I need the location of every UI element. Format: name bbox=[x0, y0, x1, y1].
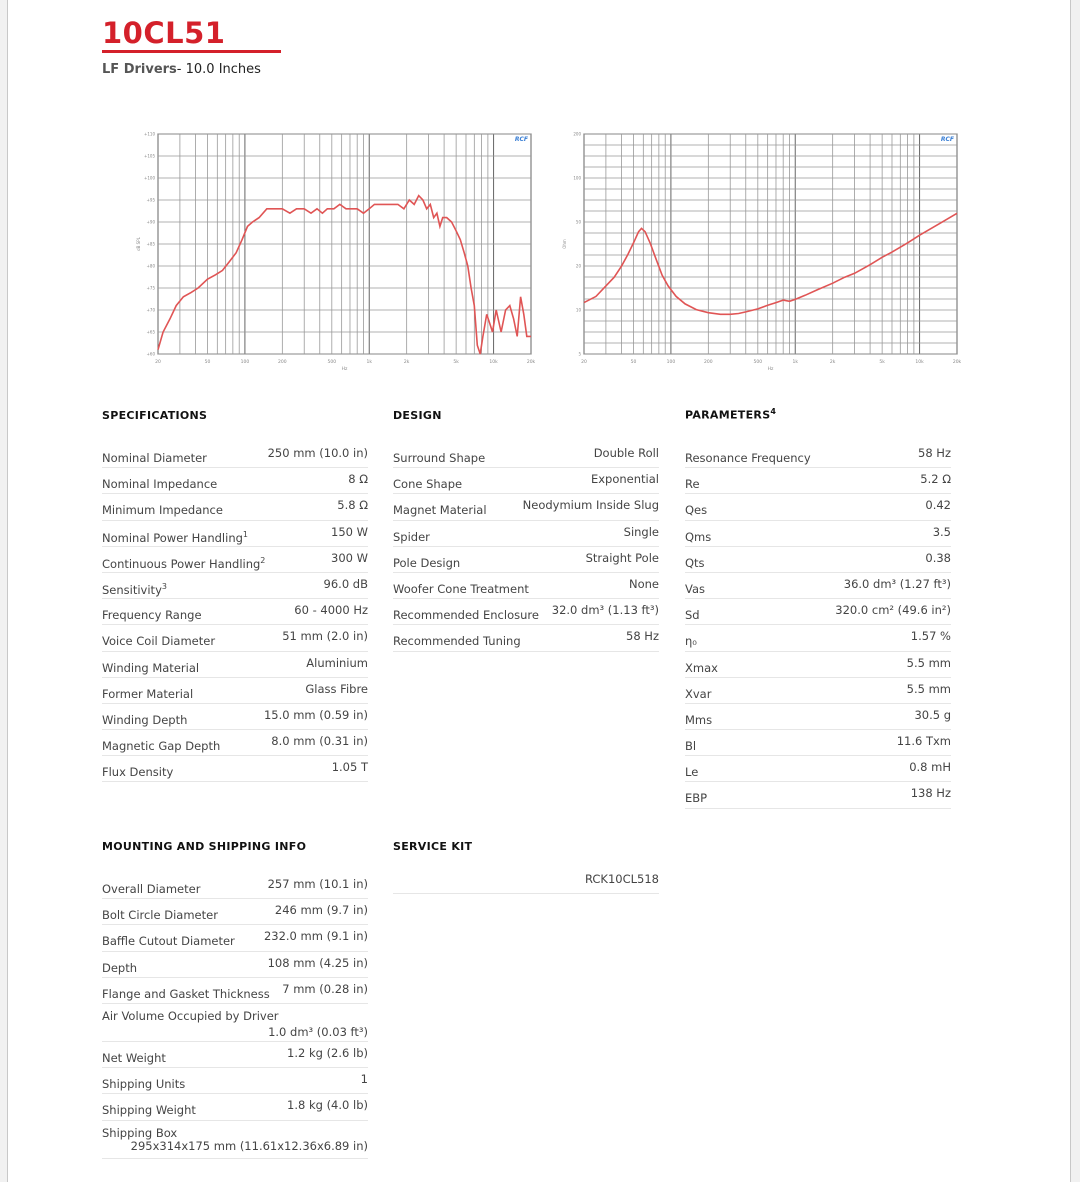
table-row bbox=[102, 521, 368, 547]
row-label-text: Cone Shape bbox=[393, 477, 463, 492]
y-tick-label: +70 bbox=[146, 307, 155, 313]
row-label bbox=[685, 634, 697, 648]
row-value: 58 Hz bbox=[918, 446, 951, 460]
row-value: 5.2 Ω bbox=[920, 472, 951, 487]
row-value: 8 Ω bbox=[348, 472, 368, 487]
row-label-text: Bl bbox=[685, 739, 697, 754]
table-row bbox=[102, 1068, 368, 1094]
row-value: 232.0 mm (9.1 in) bbox=[263, 929, 368, 944]
table-row bbox=[393, 573, 659, 599]
row-value: 246 mm (9.7 in) bbox=[274, 903, 368, 918]
row-value: 32.0 dm³ (1.13 ft³) bbox=[551, 603, 659, 618]
table-row bbox=[102, 442, 368, 468]
row-value: 11.6 Txm bbox=[896, 734, 951, 749]
row-label-text: Qes bbox=[685, 503, 708, 518]
row-label-text: Minimum Impedance bbox=[102, 503, 223, 518]
row-value: 36.0 dm³ (1.27 ft³) bbox=[843, 576, 951, 591]
table-row bbox=[685, 625, 951, 651]
y-tick-label: +100 bbox=[144, 175, 155, 181]
table-row bbox=[102, 652, 368, 678]
x-tick-label: 100 bbox=[666, 360, 676, 365]
row-label bbox=[685, 608, 700, 622]
row-value: Glass Fibre bbox=[305, 681, 368, 696]
y-tick-label: +90 bbox=[146, 219, 155, 225]
table-row bbox=[102, 704, 368, 730]
row-label-text: Xvar bbox=[685, 686, 712, 701]
x-tick-label: 50 bbox=[204, 360, 211, 365]
row-label-text: Depth bbox=[102, 960, 138, 975]
row-label bbox=[685, 739, 696, 753]
x-tick-label: 2k bbox=[403, 360, 410, 365]
parameters-title bbox=[685, 407, 776, 422]
row-label-text: Resonance Frequency bbox=[685, 451, 811, 465]
table-row bbox=[685, 704, 951, 730]
x-tick-label: 20k bbox=[952, 360, 962, 365]
y-tick-label: 10 bbox=[575, 307, 581, 313]
row-label-text: η₀ bbox=[685, 634, 697, 649]
table-row bbox=[685, 468, 951, 494]
parameters-title-sup: 4 bbox=[770, 407, 777, 416]
frequency-response-graph bbox=[130, 128, 535, 370]
table-row bbox=[102, 599, 368, 625]
y-tick-label: +80 bbox=[146, 263, 155, 269]
x-tick-label: 100 bbox=[240, 360, 250, 365]
row-value: 1.0 dm³ (0.03 ft³) bbox=[268, 1024, 368, 1039]
impedance-svg bbox=[556, 128, 962, 372]
row-value: 8.0 mm (0.31 in) bbox=[271, 734, 368, 749]
table-row bbox=[685, 521, 951, 547]
row-label bbox=[102, 934, 235, 948]
row-value: 1.05 T bbox=[331, 760, 368, 775]
row-label-text: Voice Coil Diameter bbox=[102, 634, 216, 649]
row-label bbox=[102, 451, 207, 465]
parameters-table bbox=[685, 442, 951, 809]
row-label-text: Vas bbox=[685, 581, 706, 596]
row-label-text: Recommended Tuning bbox=[393, 634, 521, 649]
table-row bbox=[685, 442, 951, 468]
row-value: 3.5 bbox=[932, 524, 951, 539]
row-label-text: Mms bbox=[685, 712, 713, 727]
row-value: 257 mm (10.1 in) bbox=[267, 877, 368, 891]
mounting-table bbox=[102, 873, 368, 1159]
row-label bbox=[102, 661, 199, 675]
row-label bbox=[102, 1126, 177, 1140]
row-label bbox=[685, 503, 707, 517]
row-label bbox=[685, 477, 700, 491]
x-tick-label: 1k bbox=[792, 360, 798, 365]
footnote-marker: 3 bbox=[161, 581, 167, 591]
datasheet-page bbox=[7, 0, 1071, 1182]
row-value: 320.0 cm² (49.6 in²) bbox=[835, 603, 951, 618]
mounting-title: MOUNTING AND SHIPPING INFO bbox=[102, 840, 307, 853]
row-label-text: Shipping Units bbox=[102, 1077, 186, 1092]
row-label bbox=[393, 530, 430, 544]
y-tick-label: +95 bbox=[146, 197, 155, 203]
x-tick-label: 5k bbox=[879, 360, 885, 365]
parameters-title-text: PARAMETERS bbox=[685, 408, 771, 422]
row-value: Single bbox=[623, 524, 659, 539]
design-title: DESIGN bbox=[393, 409, 442, 422]
row-value: 250 mm (10.0 in) bbox=[267, 446, 368, 460]
row-value: 1.8 kg (4.0 lb) bbox=[287, 1098, 368, 1113]
specifications-table bbox=[102, 442, 368, 782]
row-label bbox=[393, 608, 539, 622]
row-value: Straight Pole bbox=[585, 550, 659, 565]
table-row bbox=[685, 573, 951, 599]
row-label-text: Surround Shape bbox=[393, 451, 486, 465]
x-tick-label: 20 bbox=[581, 360, 587, 365]
row-value: 0.8 mH bbox=[909, 760, 951, 775]
footnote-marker: 1 bbox=[242, 529, 249, 539]
table-row bbox=[102, 978, 368, 1004]
row-label bbox=[393, 634, 521, 648]
x-tick-label: 50 bbox=[630, 360, 637, 365]
y-tick-label: 5 bbox=[578, 351, 581, 357]
row-label bbox=[393, 503, 487, 517]
x-tick-label: 10k bbox=[915, 360, 924, 365]
row-label bbox=[102, 582, 167, 597]
y-tick-label: +65 bbox=[146, 329, 155, 335]
row-value: 138 Hz bbox=[910, 786, 951, 801]
row-label-text: Magnetic Gap Depth bbox=[102, 739, 221, 754]
row-value: RCK10CL518 bbox=[584, 872, 659, 886]
row-label bbox=[102, 687, 193, 701]
table-row bbox=[685, 756, 951, 782]
y-tick-label: +60 bbox=[146, 351, 155, 357]
table-row bbox=[393, 442, 659, 468]
row-label-text: Air Volume Occupied by Driver bbox=[102, 1008, 279, 1023]
table-row bbox=[102, 730, 368, 756]
title-underline bbox=[102, 50, 281, 53]
row-label-text: EBP bbox=[685, 791, 708, 806]
row-label bbox=[393, 477, 462, 491]
specifications-title: SPECIFICATIONS bbox=[102, 409, 208, 422]
row-value: 300 W bbox=[331, 550, 368, 565]
row-value: 1 bbox=[360, 1072, 368, 1087]
row-label-text: Re bbox=[685, 477, 700, 492]
x-tick-label: 500 bbox=[753, 360, 763, 365]
row-label bbox=[102, 1051, 166, 1065]
row-label-text: Le bbox=[685, 765, 699, 780]
row-label-text: Shipping Weight bbox=[102, 1103, 196, 1118]
table-row bbox=[393, 494, 659, 520]
row-label bbox=[393, 556, 460, 570]
table-row bbox=[393, 868, 659, 894]
footnote-marker: 2 bbox=[260, 555, 266, 565]
y-tick-label: 200 bbox=[573, 131, 581, 137]
row-label bbox=[102, 503, 223, 517]
service-kit-table bbox=[393, 868, 659, 894]
row-label bbox=[685, 661, 718, 675]
row-label-text: Flange and Gasket Thickness bbox=[102, 986, 270, 1001]
row-value: 5.8 Ω bbox=[337, 498, 368, 513]
row-label bbox=[685, 791, 707, 805]
row-label-text: Xmax bbox=[685, 660, 718, 675]
row-label-text: Flux Density bbox=[102, 765, 174, 780]
y-tick-label: 20 bbox=[575, 263, 581, 269]
row-label-text: Nominal Power Handling bbox=[102, 530, 243, 545]
row-value: 295x314x175 mm (11.61x12.36x6.89 in) bbox=[130, 1138, 368, 1153]
row-value: 0.42 bbox=[925, 498, 951, 513]
table-row bbox=[102, 625, 368, 651]
y-axis-label: dB SPL bbox=[136, 237, 141, 251]
row-label-text: Sensitivity bbox=[102, 582, 162, 597]
table-row bbox=[102, 468, 368, 494]
row-label bbox=[685, 713, 712, 727]
row-value: 58 Hz bbox=[626, 629, 659, 644]
table-row bbox=[102, 756, 368, 782]
row-label-text: Winding Material bbox=[102, 660, 200, 675]
table-row bbox=[393, 521, 659, 547]
row-label bbox=[102, 961, 137, 975]
row-value: Double Roll bbox=[593, 446, 659, 460]
row-value: 7 mm (0.28 in) bbox=[282, 981, 368, 996]
row-value: None bbox=[628, 576, 659, 591]
table-row bbox=[102, 678, 368, 704]
row-label-text: Bolt Circle Diameter bbox=[102, 908, 218, 923]
row-label bbox=[393, 582, 529, 596]
y-tick-label: 100 bbox=[573, 175, 581, 181]
row-value: 96.0 dB bbox=[323, 576, 368, 591]
row-label bbox=[102, 1103, 196, 1117]
x-tick-label: 1k bbox=[366, 360, 372, 365]
row-label-text: Baffle Cutout Diameter bbox=[102, 934, 235, 949]
product-category: LF Drivers bbox=[102, 62, 177, 77]
table-row bbox=[102, 925, 368, 951]
row-value: Aluminium bbox=[306, 655, 368, 670]
row-label bbox=[102, 765, 173, 779]
frequency-response-svg bbox=[130, 128, 535, 370]
table-row bbox=[393, 547, 659, 573]
row-label bbox=[685, 582, 705, 596]
y-axis-label: Ohm bbox=[562, 239, 567, 249]
row-label bbox=[102, 530, 248, 545]
x-tick-label: 5k bbox=[453, 360, 459, 365]
brand-logo: RCF bbox=[940, 136, 954, 143]
product-subtitle bbox=[102, 62, 261, 77]
y-tick-label: +105 bbox=[144, 153, 155, 159]
row-label-text: Shipping Box bbox=[102, 1125, 178, 1140]
table-row bbox=[393, 468, 659, 494]
row-label bbox=[685, 556, 705, 570]
row-value: 1.2 kg (2.6 lb) bbox=[287, 1045, 368, 1060]
table-row bbox=[102, 547, 368, 573]
row-label bbox=[102, 713, 187, 727]
row-label-text: Sd bbox=[685, 608, 700, 623]
brand-logo: RCF bbox=[514, 136, 528, 143]
table-row bbox=[102, 1121, 368, 1159]
x-tick-label: 200 bbox=[278, 360, 287, 365]
table-row bbox=[685, 730, 951, 756]
product-size: - 10.0 Inches bbox=[176, 62, 261, 77]
row-label bbox=[102, 556, 265, 571]
row-label-text: Magnet Material bbox=[393, 503, 487, 518]
row-value: 0.38 bbox=[925, 550, 951, 565]
service-kit-title: SERVICE KIT bbox=[393, 840, 473, 853]
x-axis-label: Hz bbox=[767, 367, 774, 372]
x-tick-label: 200 bbox=[704, 360, 713, 365]
table-row bbox=[102, 873, 368, 899]
row-label bbox=[102, 908, 218, 922]
row-label-text: Continuous Power Handling bbox=[102, 556, 261, 571]
row-label bbox=[102, 882, 200, 896]
table-row bbox=[685, 652, 951, 678]
row-label-text: Nominal Impedance bbox=[102, 477, 218, 492]
table-row bbox=[393, 599, 659, 625]
row-label bbox=[102, 1077, 185, 1091]
row-label-text: Former Material bbox=[102, 686, 194, 701]
row-label-text: Pole Design bbox=[393, 555, 461, 570]
table-row bbox=[685, 599, 951, 625]
table-row bbox=[102, 1094, 368, 1120]
x-tick-label: 10k bbox=[489, 360, 498, 365]
table-row bbox=[393, 625, 659, 651]
table-row bbox=[102, 899, 368, 925]
x-axis-label: Hz bbox=[341, 367, 348, 372]
row-value: 30.5 g bbox=[914, 707, 951, 722]
row-label-text: Qms bbox=[685, 529, 712, 544]
row-label-text: Nominal Diameter bbox=[102, 451, 207, 465]
x-tick-label: 20 bbox=[155, 360, 161, 365]
table-row bbox=[102, 573, 368, 599]
row-label bbox=[102, 634, 215, 648]
y-tick-label: 50 bbox=[575, 219, 581, 225]
row-value: Exponential bbox=[590, 472, 659, 487]
row-label bbox=[102, 739, 220, 753]
row-label-text: Woofer Cone Treatment bbox=[393, 581, 529, 596]
table-row bbox=[102, 1042, 368, 1068]
impedance-graph bbox=[556, 128, 962, 372]
row-label bbox=[685, 530, 711, 544]
table-row bbox=[102, 494, 368, 520]
model-title: 10CL51 bbox=[102, 16, 226, 50]
row-label-text: Spider bbox=[393, 529, 430, 544]
table-row bbox=[685, 547, 951, 573]
row-value: 150 W bbox=[331, 524, 368, 539]
row-label-text: Qts bbox=[685, 555, 705, 570]
row-value: 60 - 4000 Hz bbox=[294, 603, 368, 618]
table-row bbox=[102, 1004, 368, 1042]
table-row bbox=[685, 494, 951, 520]
row-label bbox=[102, 1009, 279, 1023]
row-label bbox=[102, 477, 217, 491]
x-tick-label: 2k bbox=[829, 360, 836, 365]
row-label bbox=[685, 765, 698, 779]
y-tick-label: +110 bbox=[144, 131, 155, 137]
row-value: 5.5 mm bbox=[906, 655, 951, 670]
row-label-text: Net Weight bbox=[102, 1050, 166, 1065]
row-value: 108 mm (4.25 in) bbox=[267, 955, 368, 970]
row-label bbox=[102, 608, 202, 622]
row-label-text: Recommended Enclosure bbox=[393, 608, 539, 623]
x-tick-label: 500 bbox=[327, 360, 337, 365]
row-label bbox=[685, 687, 711, 701]
row-label-text: Overall Diameter bbox=[102, 882, 201, 896]
row-label bbox=[685, 451, 811, 465]
row-label bbox=[102, 987, 270, 1001]
row-label-text: Frequency Range bbox=[102, 608, 202, 623]
row-value: 51 mm (2.0 in) bbox=[282, 629, 368, 644]
x-tick-label: 20k bbox=[526, 360, 536, 365]
row-value: 15.0 mm (0.59 in) bbox=[263, 707, 368, 722]
table-row bbox=[102, 952, 368, 978]
row-label bbox=[393, 451, 485, 465]
row-label-text: Winding Depth bbox=[102, 712, 188, 727]
y-tick-label: +85 bbox=[146, 241, 155, 247]
table-row bbox=[685, 678, 951, 704]
design-table bbox=[393, 442, 659, 652]
row-value: Neodymium Inside Slug bbox=[522, 498, 659, 513]
y-tick-label: +75 bbox=[146, 285, 155, 291]
row-value: 5.5 mm bbox=[906, 681, 951, 696]
row-value: 1.57 % bbox=[910, 629, 951, 644]
table-row bbox=[685, 782, 951, 808]
